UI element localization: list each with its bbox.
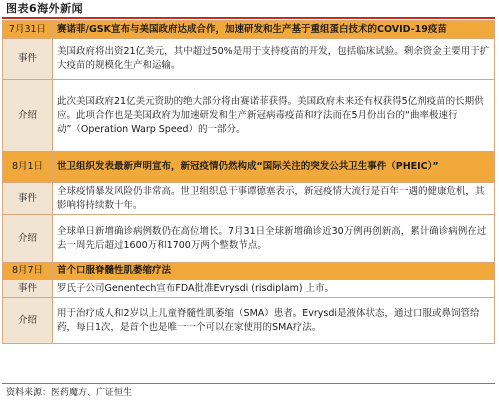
news-table <box>2 20 495 344</box>
source-note: 资料来源：医药魔方、广证恒生 <box>6 388 133 398</box>
table-row <box>3 215 495 263</box>
footer-rule <box>2 383 495 384</box>
row-label: 事件 <box>3 183 53 215</box>
table-row <box>3 152 495 183</box>
table-row <box>3 280 495 298</box>
row-text: 全球疫情暴发风险仍非常高。世卫组织总干事谭德塞表示，新冠疫情大流行是百年一遇的健康危机，其影响将持续数十年。 <box>53 183 495 215</box>
row-text: 美国政府将出资21亿美元，其中超过50%是用于支持疫苗的开发，包括临床试验。剩余资金主要用于扩大疫苗的规模化生产和运输。 <box>53 39 495 80</box>
table-row <box>3 298 495 344</box>
row-label: 事件 <box>3 39 53 80</box>
table-row <box>3 80 495 152</box>
table-row <box>3 183 495 215</box>
row-text: 罗氏子公司Genentech宣布FDA批准Evrysdi (risdiplam) 上市。 <box>53 280 495 298</box>
title-rule <box>2 17 495 19</box>
figure-title: 图表6海外新闻 <box>6 2 84 15</box>
headline-text: 赛诺菲/GSK宣布与美国政府达成合作，加速研发和生产基于重组蛋白技术的COVID-19疫苗 <box>53 21 495 39</box>
row-label: 事件 <box>3 280 53 298</box>
table-row <box>3 21 495 39</box>
row-label: 介绍 <box>3 215 53 263</box>
date-label: 8月1日 <box>3 152 53 183</box>
headline-text: 世卫组织发表最新声明宣布，新冠疫情仍然构成“国际关注的突发公共卫生事件（PHEIC）” <box>53 152 495 183</box>
table-row <box>3 263 495 280</box>
date-label: 7月31日 <box>3 21 53 39</box>
row-text: 此次美国政府21亿美元资助的绝大部分将由赛诺菲获得。美国政府未来还有权获得5亿剂疫苗的长期供应。此项合作也是美国政府为加速研发和生产新冠病毒疫苗和疗法而在5月份出台的“曲率极速行动”（Operation Warp Speed）的一部分。 <box>53 80 495 152</box>
headline-text: 首个口服脊髓性肌萎缩疗法 <box>53 263 495 280</box>
row-text: 用于治疗成人和2岁以上儿童脊髓性肌萎缩（SMA）患者。Evrysdi是液体状态，通过口服或鼻饲管给药，每日1次，是首个也是唯一一个可以在家使用的SMA疗法。 <box>53 298 495 344</box>
row-label: 介绍 <box>3 80 53 152</box>
table-row <box>3 39 495 80</box>
date-label: 8月7日 <box>3 263 53 280</box>
row-label: 介绍 <box>3 298 53 344</box>
row-text: 全球单日新增确诊病例数仍在高位增长。7月31日全球新增确诊近30万例再创新高，累计确诊病例在过去一周先后超过1600万和1700万两个整数节点。 <box>53 215 495 263</box>
